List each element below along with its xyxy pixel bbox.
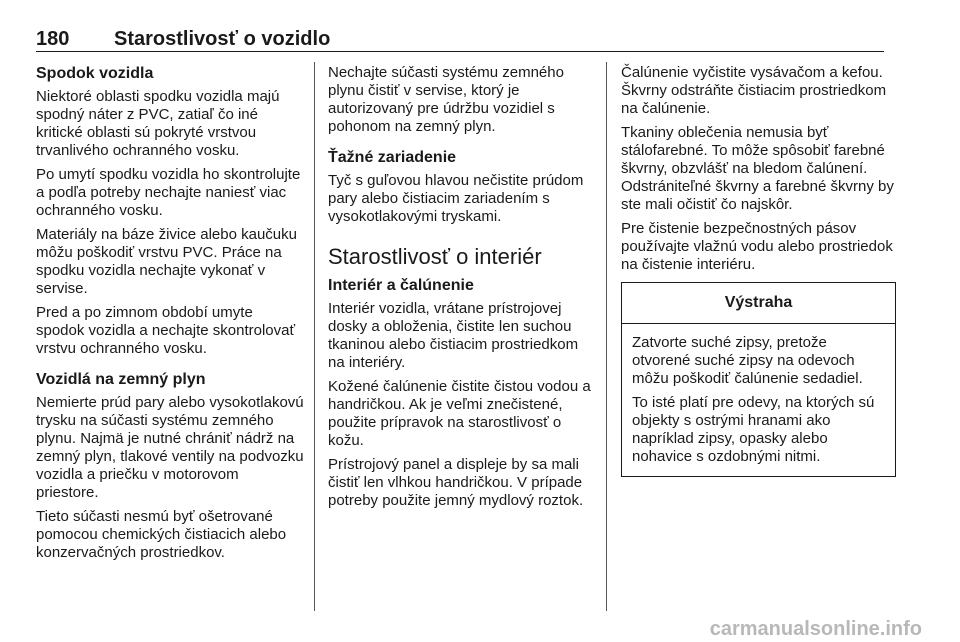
column-divider-1 — [314, 62, 315, 611]
page-number: 180 — [36, 28, 70, 50]
section-title-cng-vehicles: Vozidlá na zemný plyn — [36, 371, 206, 388]
page-header — [36, 28, 884, 50]
paragraph: Čalúnenie vyčistite vysávačom a kefou. Škvrny odstráňte čistiacim prostriedkom na čalúnenie. — [621, 64, 887, 117]
paragraph: Nechajte súčasti systému zemného plynu čistiť v servise, ktorý je autorizovaný pre údržbu vozidiel s pohonom na zemný plyn. — [328, 64, 564, 135]
watermark: carmanualsonline.info — [709, 618, 922, 640]
paragraph: Po umytí spodku vozidla ho skontrolujte a podľa potreby nechajte naniesť viac ochranného vosku. — [36, 166, 301, 219]
paragraph: Interiér vozidla, vrátane prístrojovej dosky a obloženia, čistite len suchou tkaninou alebo čistiacim prostriedkom na interiéry. — [328, 300, 579, 371]
paragraph: Tyč s guľovou hlavou nečistite prúdom pary alebo čistiacim zariadením s vysokotlakovými tryskami. — [328, 172, 584, 225]
paragraph: Nemierte prúd pary alebo vysokotlakovú trysku na súčasti systému zemného plynu. Najmä je nutné chrániť nádrž na zemný plyn, tlakové ventily na podvozku vozidla a priečku v motorovom priestore. — [36, 394, 304, 501]
warning-title: Výstraha — [622, 283, 895, 324]
paragraph: Pre čistenie bezpečnostných pásov používajte vlažnú vodu alebo prostriedok na čistenie interiéru. — [621, 220, 893, 273]
header-rule — [36, 51, 884, 52]
paragraph: Tieto súčasti nesmú byť ošetrované pomocou chemických čistiacich alebo konzervačných prostriedkov. — [36, 508, 287, 561]
paragraph: Pred a po zimnom období umyte spodok vozidla a nechajte skontrolovať vrstvu ochranného vosku. — [36, 304, 296, 357]
column-1 — [36, 64, 304, 568]
column-divider-2 — [606, 62, 607, 611]
paragraph: Niektoré oblasti spodku vozidla majú spodný náter z PVC, zatiaľ čo iné kritické oblasti sú pokryté vrstvou trvanlivého ochranného vosku. — [36, 88, 280, 159]
paragraph: Tkaniny oblečenia nemusia byť stálofarebné. To môže spôsobiť farebné škvrny, obzvlášť na bledom čalúnení. Odstrániteľné škvrny a farebné škvrny by ste mali očistiť čo najskôr. — [621, 124, 894, 213]
paragraph: Materiály na báze živice alebo kaučuku môžu poškodiť vrstvu PVC. Práce na spodku vozidla nechajte vykonať v servise. — [36, 226, 297, 297]
section-title-interior-upholstery: Interiér a čalúnenie — [328, 277, 474, 294]
column-3 — [621, 64, 896, 477]
warning-box — [621, 282, 896, 477]
page-title: Starostlivosť o vozidlo — [114, 28, 331, 50]
paragraph: Kožené čalúnenie čistite čistou vodou a handričkou. Ak je veľmi znečistené, použite prípravok na starostlivosť o kožu. — [328, 378, 591, 449]
warning-paragraph: Zatvorte suché zipsy, pretože otvorené suché zipsy na odevoch môžu poškodiť čalúnenie sedadiel. — [632, 334, 863, 387]
warning-body — [622, 324, 895, 476]
section-title-underbody: Spodok vozidla — [36, 65, 154, 82]
paragraph: Prístrojový panel a displeje by sa mali čistiť len vlhkou handričkou. V prípade potreby použite jemný mydlový roztok. — [328, 456, 584, 509]
section-title-towing-device: Ťažné zariadenie — [328, 149, 457, 166]
chapter-title-interior-care: Starostlivosť o interiér — [328, 244, 542, 269]
warning-paragraph: To isté platí pre odevy, na ktorých sú objekty s ostrými hranami ako napríklad zipsy, opasky alebo nohavice s ozdobnými nitmi. — [632, 394, 875, 465]
column-2 — [328, 64, 598, 516]
